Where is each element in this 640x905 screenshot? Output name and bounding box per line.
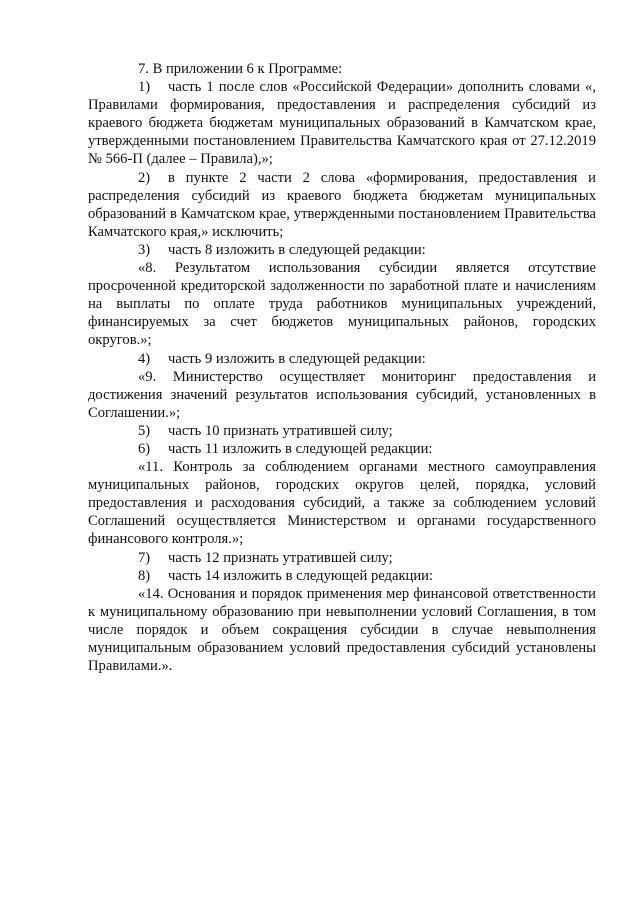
quoted-text-part-8: «8. Результатом использования субсидии является отсутствие просроченной кредиторской задолженности по заработной плате и начислениям на выплаты по оплате труда работников муниципальных учреждений, финансируемых за счет бюджетов муниципальных районов, городских округов.»; xyxy=(88,260,596,349)
quoted-text-part-9: «9. Министерство осуществляет мониторинг предоставления и достижения значений результатов использования субсидий, установленных в Соглашении.»; xyxy=(88,368,596,421)
item-number: 3) xyxy=(138,241,151,258)
amendment-item-8 xyxy=(88,567,596,585)
item-number: 2) xyxy=(138,169,151,186)
item-text: часть 10 признать утратившей силу; xyxy=(168,422,393,439)
quoted-text-part-11: «11. Контроль за соблюдением органами местного самоуправления муниципальных районов, городских округов целей, порядка, условий предоставления и расходования субсидий, а также за соблюдением условий Соглашений осуществляется Министерством и органами государственного финансового контроля.»; xyxy=(88,459,596,548)
amendment-item-7 xyxy=(88,549,596,567)
item-text: часть 1 после слов «Российской Федерации» дополнить словами «, Правилами формирования, предоставления и распределения субсидий из краевого бюджета бюджетам муниципальных образований в Камчатском крае, утвержденными постановлением Правительства Камчатского края от 27.12.2019 № 566-П (далее – Правила),»; xyxy=(88,79,596,168)
item-text: часть 8 изложить в следующей редакции: xyxy=(168,241,426,258)
item-text: часть 9 изложить в следующей редакции: xyxy=(168,350,426,367)
amendment-item-3 xyxy=(88,241,596,259)
item-number: 7) xyxy=(138,549,151,566)
amendment-item-2 xyxy=(88,169,596,241)
amendment-item-6 xyxy=(88,440,596,458)
item-text: часть 11 изложить в следующей редакции: xyxy=(168,440,433,457)
item-number: 5) xyxy=(138,422,151,439)
item-number: 4) xyxy=(138,350,151,367)
item-number: 8) xyxy=(138,567,151,584)
item-number: 6) xyxy=(138,440,151,457)
section-heading: 7. В приложении 6 к Программе: xyxy=(138,61,343,77)
item-text: в пункте 2 части 2 слова «формирования, предоставления и распределения субсидий из краевого бюджета бюджетам муниципальных образований в Камчатском крае, утвержденными постановлением Правительства Камчатского края,» исключить; xyxy=(88,169,596,240)
amendment-item-5 xyxy=(88,422,596,440)
amendment-item-1 xyxy=(88,78,596,168)
item-number: 1) xyxy=(138,79,151,96)
item-text: часть 12 признать утратившей силу; xyxy=(168,549,393,566)
item-text: часть 14 изложить в следующей редакции: xyxy=(168,567,434,584)
quoted-text-part-14: «14. Основания и порядок применения мер финансовой ответственности к муниципальному образованию при невыполнении условий Соглашения, в том числе порядок и объем сокращения субсидии в случае невыполнения муниципальным образованием условий предоставления субсидий установлены Правилами.». xyxy=(88,585,596,675)
amendment-item-4 xyxy=(88,350,596,368)
